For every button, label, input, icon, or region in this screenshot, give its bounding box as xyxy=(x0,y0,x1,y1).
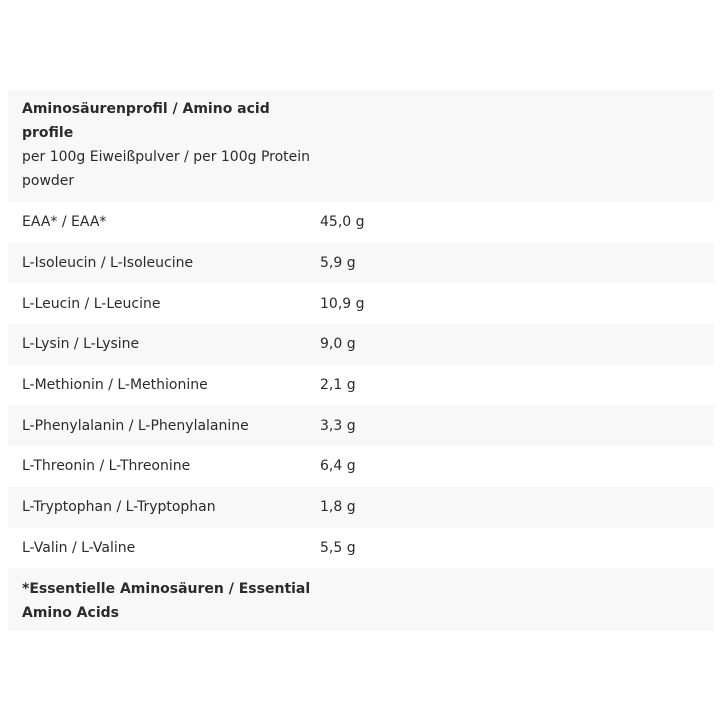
table-header xyxy=(8,90,714,202)
row-value: 2,1 g xyxy=(320,377,356,394)
row-name: L-Methionin / L-Methionine xyxy=(22,377,208,394)
row-name: EAA* / EAA* xyxy=(22,214,107,231)
amino-acid-table xyxy=(8,90,714,631)
row-value: 9,0 g xyxy=(320,336,356,353)
table-row xyxy=(8,487,714,528)
table-footer xyxy=(8,568,714,631)
row-value: 5,9 g xyxy=(320,255,356,272)
row-name: L-Valin / L-Valine xyxy=(22,539,136,556)
row-name: L-Threonin / L-Threonine xyxy=(22,458,191,475)
row-value: 5,5 g xyxy=(320,539,356,556)
header-cell xyxy=(8,97,314,193)
table-row xyxy=(8,283,714,324)
table-row xyxy=(8,324,714,365)
table-row xyxy=(8,446,714,487)
row-name: L-Lysin / L-Lysine xyxy=(22,336,140,353)
table-title: Aminosäurenprofil / Amino acid profile xyxy=(22,101,270,141)
row-value: 3,3 g xyxy=(320,417,356,434)
table-subtitle: per 100g Eiweißpulver / per 100g Protein powder xyxy=(22,149,311,189)
row-value: 1,8 g xyxy=(320,499,356,516)
row-name: L-Leucin / L-Leucine xyxy=(22,295,161,312)
footnote: *Essentielle Aminosäuren / Essential Amino Acids xyxy=(22,581,311,622)
row-value: 10,9 g xyxy=(320,295,365,312)
row-value: 45,0 g xyxy=(320,214,365,231)
table-row xyxy=(8,365,714,406)
row-name: L-Tryptophan / L-Tryptophan xyxy=(22,499,216,516)
row-name: L-Phenylalanin / L-Phenylalanine xyxy=(22,417,249,434)
row-value: 6,4 g xyxy=(320,458,356,475)
row-name: L-Isoleucin / L-Isoleucine xyxy=(22,255,194,272)
table-row xyxy=(8,202,714,243)
table-row xyxy=(8,405,714,446)
table-row xyxy=(8,528,714,569)
table-row xyxy=(8,243,714,284)
